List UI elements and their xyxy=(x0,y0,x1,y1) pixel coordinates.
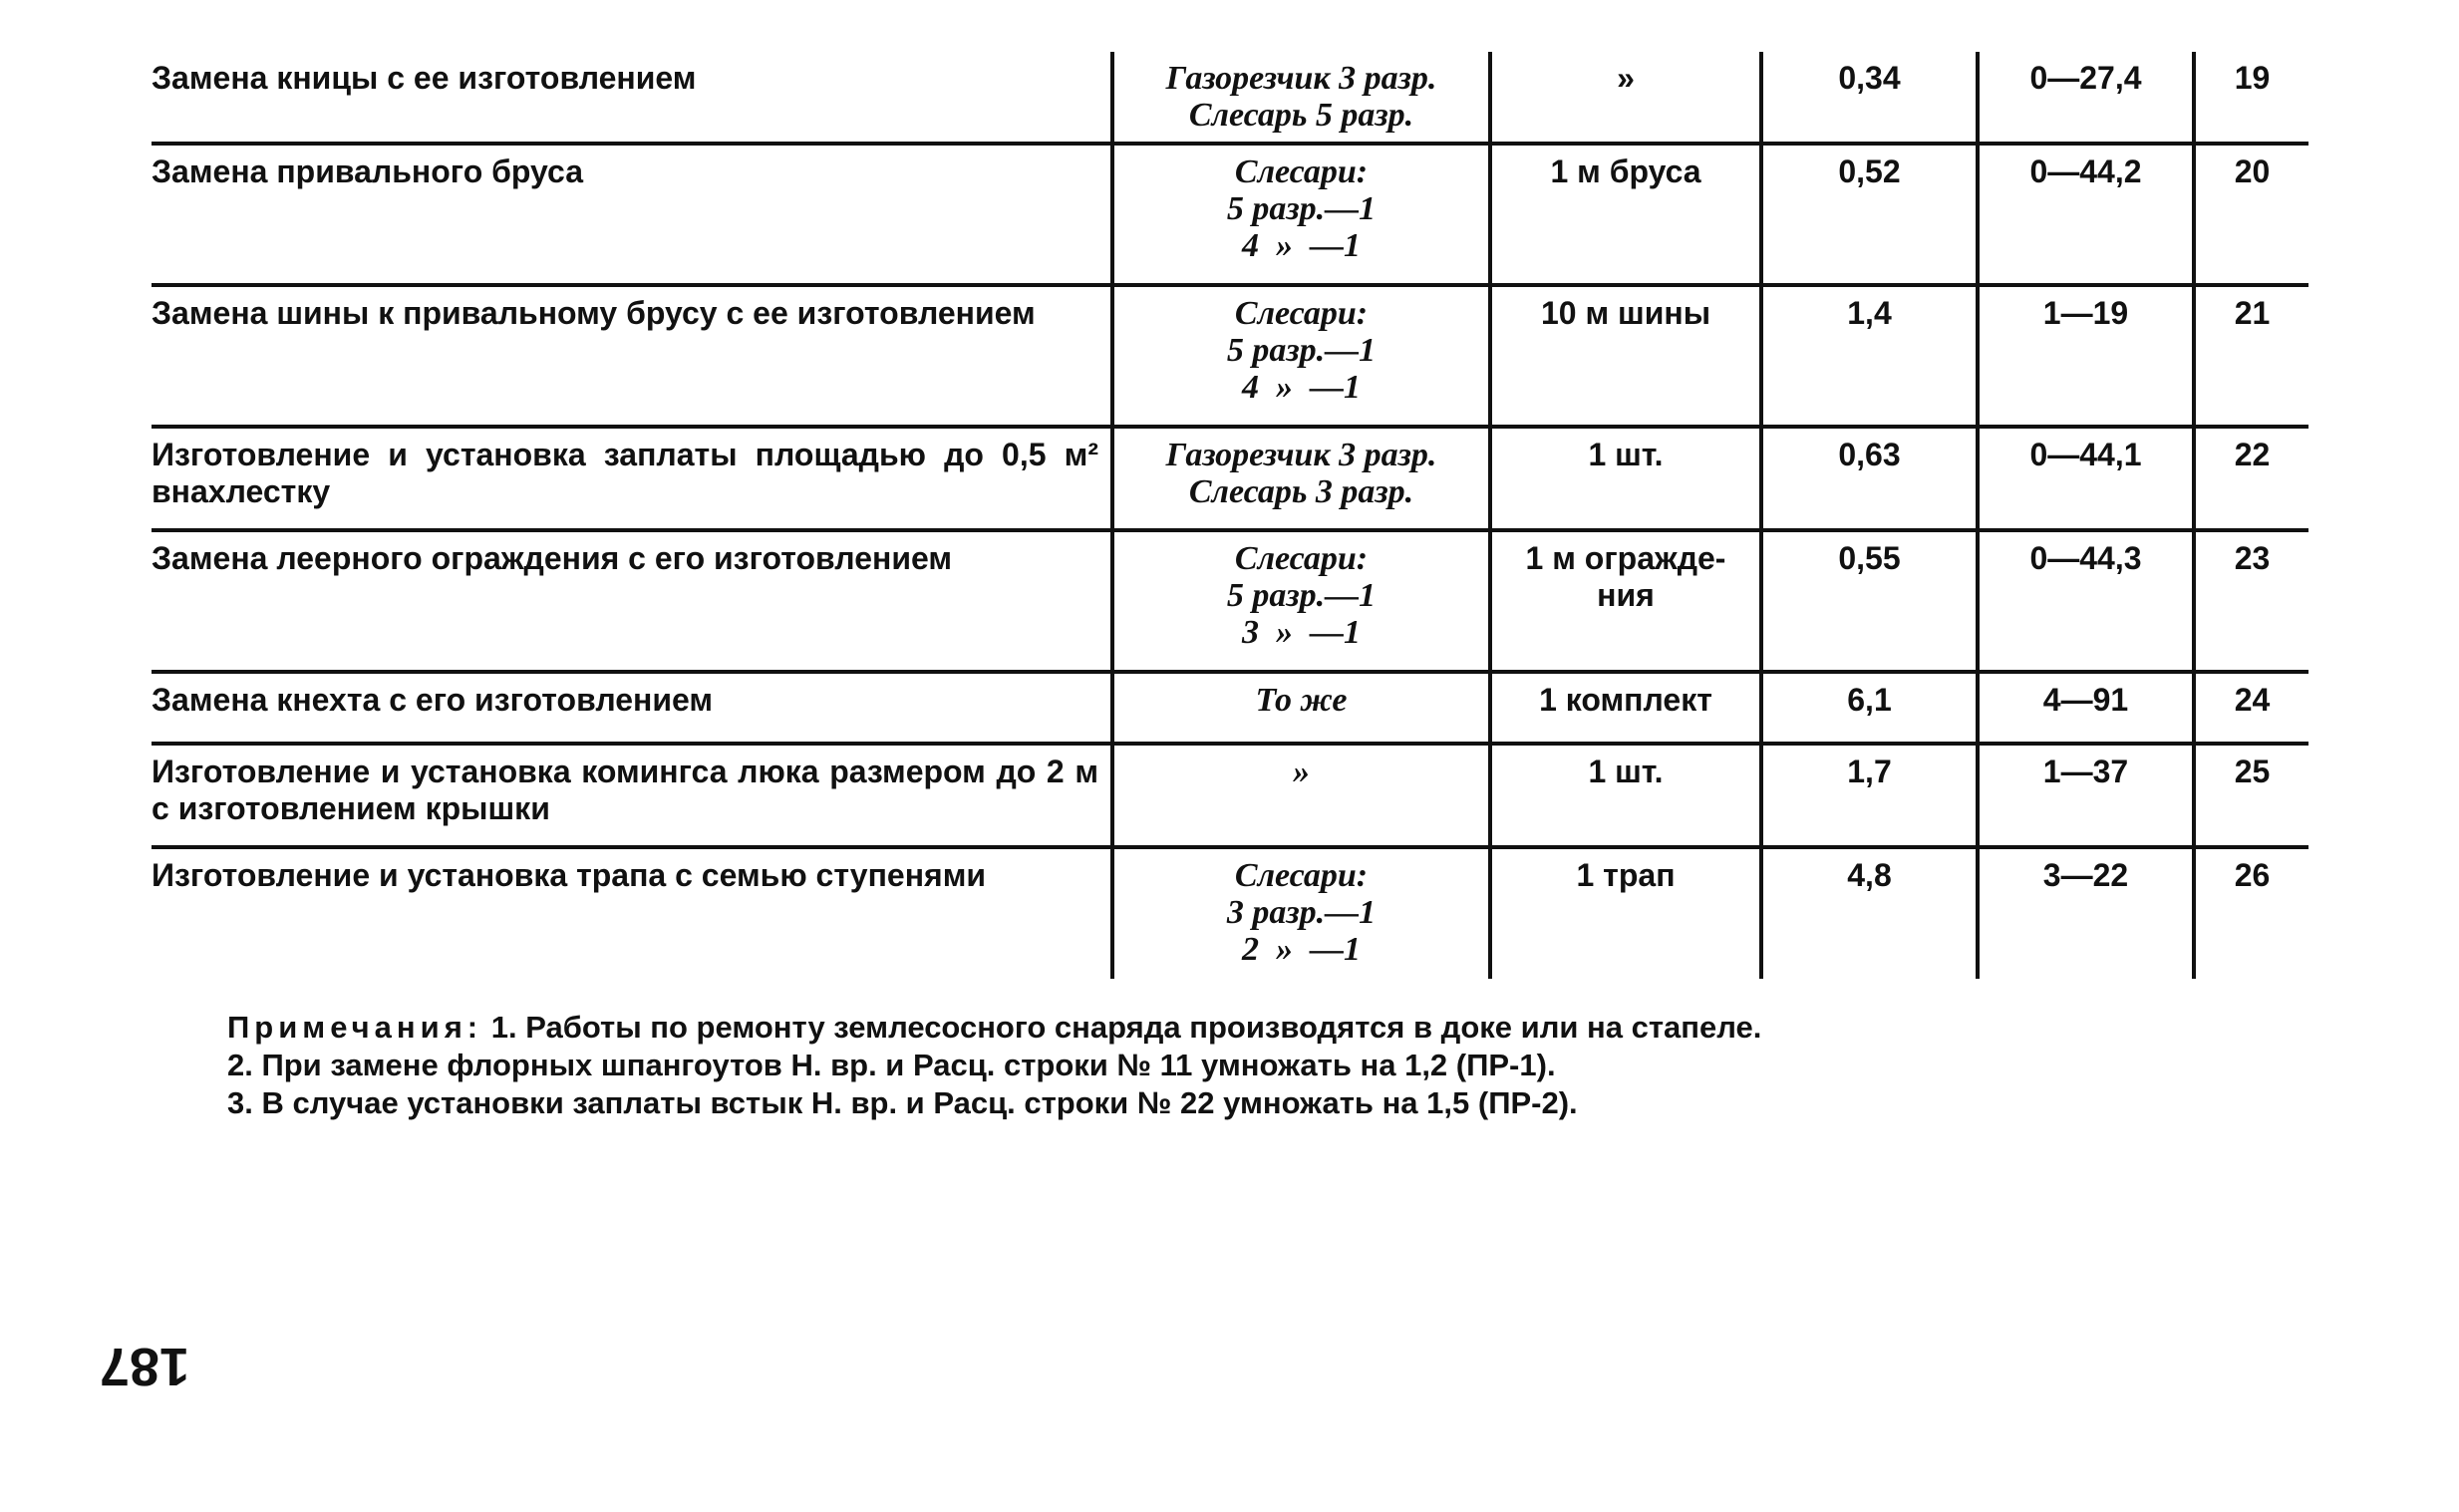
workers-cell xyxy=(1112,530,1490,672)
unit-cell xyxy=(1490,847,1761,979)
rate-cell: 1—37 xyxy=(1978,744,2194,847)
work-description-cell: Замена шины к привальному брусу с ее изготовлением xyxy=(152,285,1112,427)
unit-cell xyxy=(1490,285,1761,427)
time-norm-cell: 0,55 xyxy=(1761,530,1978,672)
note-3: 3. В случае установки заплаты встык Н. вр. и Расц. строки № 22 умножать на 1,5 (ПР-2). xyxy=(227,1085,1578,1120)
time-norm-cell: 1,4 xyxy=(1761,285,1978,427)
page-number: 187 xyxy=(99,1337,190,1396)
work-description-cell: Изготовление и установка заплаты площадью до 0,5 м² внахлестку xyxy=(152,427,1112,530)
rate-cell: 0—27,4 xyxy=(1978,52,2194,144)
workers-line: Газорезчик 3 разр. xyxy=(1165,437,1437,473)
unit-cell xyxy=(1490,144,1761,285)
workers-line: Слесари: xyxy=(1234,857,1369,894)
workers-line: 5 разр.—1 xyxy=(1226,190,1377,227)
rate-cell: 0—44,2 xyxy=(1978,144,2194,285)
unit-line: 1 шт. xyxy=(1588,754,1664,789)
work-description-cell: Замена привального бруса xyxy=(152,144,1112,285)
unit-cell xyxy=(1490,672,1761,744)
notes-block xyxy=(227,1009,1761,1122)
norms-table xyxy=(152,52,2308,979)
workers-line: Слесари: xyxy=(1234,295,1369,332)
unit-line: 1 м бруса xyxy=(1550,153,1701,189)
workers-line: Слесарь 5 разр. xyxy=(1188,97,1414,134)
row-number-cell: 20 xyxy=(2194,144,2308,285)
table-row xyxy=(152,427,2308,530)
unit-cell xyxy=(1490,427,1761,530)
workers-line: Газорезчик 3 разр. xyxy=(1165,60,1437,97)
time-norm-cell: 0,34 xyxy=(1761,52,1978,144)
note-2: 2. При замене флорных шпангоутов Н. вр. и Расц. строки № 11 умножать на 1,2 (ПР-1). xyxy=(227,1048,1556,1082)
workers-cell xyxy=(1112,744,1490,847)
workers-cell xyxy=(1112,285,1490,427)
table-row xyxy=(152,530,2308,672)
workers-line: » xyxy=(1293,754,1310,790)
table-row xyxy=(152,672,2308,744)
norms-table-body xyxy=(152,52,2308,979)
row-number-cell: 21 xyxy=(2194,285,2308,427)
workers-line: То же xyxy=(1255,682,1348,719)
unit-line: » xyxy=(1617,60,1635,96)
workers-line: Слесари: xyxy=(1234,540,1369,577)
workers-line: 3 » —1 xyxy=(1242,614,1361,651)
unit-cell xyxy=(1490,52,1761,144)
row-number-cell: 25 xyxy=(2194,744,2308,847)
table-row xyxy=(152,744,2308,847)
workers-cell xyxy=(1112,144,1490,285)
rate-cell: 3—22 xyxy=(1978,847,2194,979)
workers-line: 5 разр.—1 xyxy=(1226,332,1377,369)
unit-line: 1 шт. xyxy=(1588,437,1664,472)
unit-line: 1 трап xyxy=(1576,857,1676,893)
table-row xyxy=(152,285,2308,427)
unit-line: 10 м шины xyxy=(1540,295,1711,331)
rate-cell: 0—44,1 xyxy=(1978,427,2194,530)
row-number-cell: 22 xyxy=(2194,427,2308,530)
time-norm-cell: 6,1 xyxy=(1761,672,1978,744)
work-description-cell: Изготовление и установка комингса люка размером до 2 м с изготовлением крышки xyxy=(152,744,1112,847)
rate-cell: 0—44,3 xyxy=(1978,530,2194,672)
unit-cell xyxy=(1490,530,1761,672)
workers-line: 5 разр.—1 xyxy=(1226,577,1377,614)
note-1: 1. Работы по ремонту землесосного снаряда производятся в доке или на стапеле. xyxy=(482,1010,1762,1045)
workers-cell xyxy=(1112,52,1490,144)
workers-line: Слесарь 3 разр. xyxy=(1188,473,1414,510)
time-norm-cell: 4,8 xyxy=(1761,847,1978,979)
work-description-cell: Изготовление и установка трапа с семью ступенями xyxy=(152,847,1112,979)
workers-line: Слесари: xyxy=(1234,153,1369,190)
unit-line: 1 м огражде- xyxy=(1525,540,1726,576)
table-row xyxy=(152,847,2308,979)
workers-cell xyxy=(1112,427,1490,530)
workers-line: 2 » —1 xyxy=(1242,931,1361,968)
workers-line: 3 разр.—1 xyxy=(1226,894,1377,931)
time-norm-cell: 0,63 xyxy=(1761,427,1978,530)
rate-cell: 1—19 xyxy=(1978,285,2194,427)
workers-line: 4 » —1 xyxy=(1242,227,1361,264)
work-description-cell: Замена леерного ограждения с его изготовлением xyxy=(152,530,1112,672)
table-row xyxy=(152,52,2308,144)
time-norm-cell: 0,52 xyxy=(1761,144,1978,285)
row-number-cell: 19 xyxy=(2194,52,2308,144)
time-norm-cell: 1,7 xyxy=(1761,744,1978,847)
work-description-cell: Замена кнехта с его изготовлением xyxy=(152,672,1112,744)
row-number-cell: 23 xyxy=(2194,530,2308,672)
notes-heading: Примечания: xyxy=(227,1010,483,1045)
work-description-cell: Замена кницы с ее изготовлением xyxy=(152,60,697,96)
row-number-cell: 26 xyxy=(2194,847,2308,979)
unit-cell xyxy=(1490,744,1761,847)
row-number-cell: 24 xyxy=(2194,672,2308,744)
workers-line: 4 » —1 xyxy=(1242,369,1361,406)
table-row xyxy=(152,144,2308,285)
workers-cell xyxy=(1112,672,1490,744)
workers-cell xyxy=(1112,847,1490,979)
unit-line: 1 комплект xyxy=(1539,682,1712,718)
rate-cell: 4—91 xyxy=(1978,672,2194,744)
unit-line: ния xyxy=(1597,577,1655,613)
